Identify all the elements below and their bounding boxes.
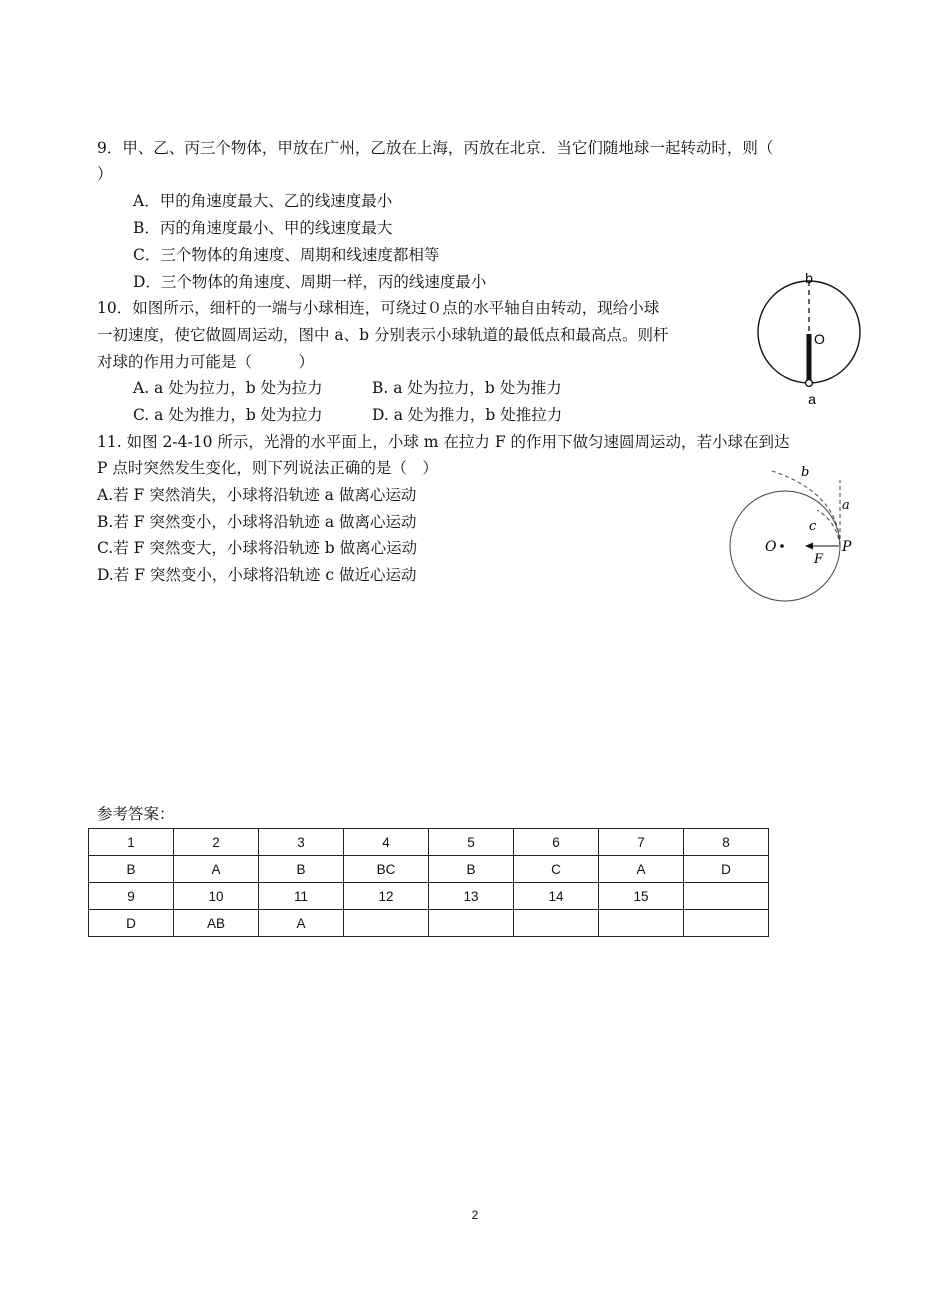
q11-stem-line2: P 点时突然发生变化，则下列说法正确的是（ ） — [97, 459, 438, 477]
answer-cell: 5 — [429, 829, 514, 856]
q11-option-d: D.若 F 突然变小，小球将沿轨迹 c 做近心运动 — [97, 566, 417, 584]
q11-option-c: C.若 F 突然变大，小球将沿轨迹 b 做离心运动 — [97, 539, 418, 557]
answer-cell: B — [259, 856, 344, 883]
answer-cell — [684, 910, 769, 937]
answer-cell: D — [684, 856, 769, 883]
q11-option-b: B.若 F 突然变小，小球将沿轨迹 a 做离心运动 — [97, 513, 417, 531]
answer-cell: 13 — [429, 883, 514, 910]
answer-cell: 14 — [514, 883, 599, 910]
q10-option-b: B. a 处为拉力，b 处为推力 — [372, 379, 562, 397]
answer-cell: B — [89, 856, 174, 883]
q10-label-b: b — [805, 270, 813, 286]
q10-rod-circle-figure — [752, 268, 868, 412]
answer-cell: AB — [174, 910, 259, 937]
answer-table — [88, 828, 769, 937]
q11-option-a: A.若 F 突然消失，小球将沿轨迹 a 做离心运动 — [97, 486, 417, 504]
q10-ball — [806, 380, 813, 387]
q11-center-dot — [780, 544, 784, 548]
q11-arrowhead — [805, 543, 813, 550]
q10-option-c: C. a 处为推力，b 处为拉力 — [133, 406, 323, 424]
q10-option-d: D. a 处为推力，b 处推拉力 — [372, 406, 563, 424]
q9-stem-line2: ） — [97, 165, 113, 183]
q11-circular-motion-figure — [725, 462, 860, 606]
answer-cell: B — [429, 856, 514, 883]
q9-option-d: D．三个物体的角速度、周期一样，丙的线速度最小 — [133, 273, 487, 291]
answer-cell: D — [89, 910, 174, 937]
answer-row — [89, 856, 769, 883]
q11-label-b: b — [801, 465, 810, 480]
answer-cell: 3 — [259, 829, 344, 856]
answer-cell: 8 — [684, 829, 769, 856]
answer-row — [89, 910, 769, 937]
q11-label-c: c — [809, 519, 817, 534]
answer-cell: 6 — [514, 829, 599, 856]
q11-label-a: a — [842, 498, 850, 513]
q11-label-o: O — [765, 539, 777, 555]
q10-stem-line1: 10．如图所示，细杆的一端与小球相连，可绕过０点的水平轴自由转动，现给小球 — [97, 299, 660, 317]
answer-cell — [344, 910, 429, 937]
page-number: 2 — [471, 1208, 479, 1222]
q11-label-p: P — [842, 539, 852, 555]
q10-label-o: O — [814, 331, 825, 347]
answer-cell: 12 — [344, 883, 429, 910]
answer-cell: 1 — [89, 829, 174, 856]
answer-row — [89, 883, 769, 910]
q9-stem-line1: 9．甲、乙、丙三个物体，甲放在广州，乙放在上海，丙放在北京．当它们随地球一起转动时，则（ — [97, 139, 774, 157]
q10-label-a: a — [808, 391, 816, 407]
q9-option-c: C．三个物体的角速度、周期和线速度都相等 — [133, 246, 440, 264]
answer-cell: A — [174, 856, 259, 883]
q9-option-a: A．甲的角速度最大、乙的线速度最小 — [133, 192, 393, 210]
q11-stem-line1: 11. 如图 2-4-10 所示，光滑的水平面上，小球 m 在拉力 F 的作用下做匀速圆周运动，若小球在到达 — [97, 433, 790, 451]
answer-cell: 4 — [344, 829, 429, 856]
answer-cell: 9 — [89, 883, 174, 910]
q10-stem-line3: 对球的作用力可能是（ ） — [97, 353, 315, 371]
q11-path-b — [769, 470, 840, 546]
q10-stem-line2: 一初速度，使它做圆周运动，图中 a、b 分别表示小球轨道的最低点和最高点。则杆 — [97, 326, 669, 344]
answer-cell: A — [259, 910, 344, 937]
answer-cell: 11 — [259, 883, 344, 910]
q10-option-a: A. a 处为拉力，b 处为拉力 — [133, 379, 323, 397]
answer-cell — [684, 883, 769, 910]
answer-cell: A — [599, 856, 684, 883]
answer-cell: 15 — [599, 883, 684, 910]
answer-row — [89, 829, 769, 856]
answer-cell: C — [514, 856, 599, 883]
answer-cell — [429, 910, 514, 937]
answer-cell: 10 — [174, 883, 259, 910]
answer-cell: BC — [344, 856, 429, 883]
answer-title: 参考答案： — [97, 805, 175, 823]
answer-cell — [599, 910, 684, 937]
answer-cell — [514, 910, 599, 937]
q9-option-b: B．丙的角速度最小、甲的线速度最大 — [133, 219, 393, 237]
answer-cell: 7 — [599, 829, 684, 856]
q11-label-f: F — [814, 552, 824, 567]
answer-cell: 2 — [174, 829, 259, 856]
